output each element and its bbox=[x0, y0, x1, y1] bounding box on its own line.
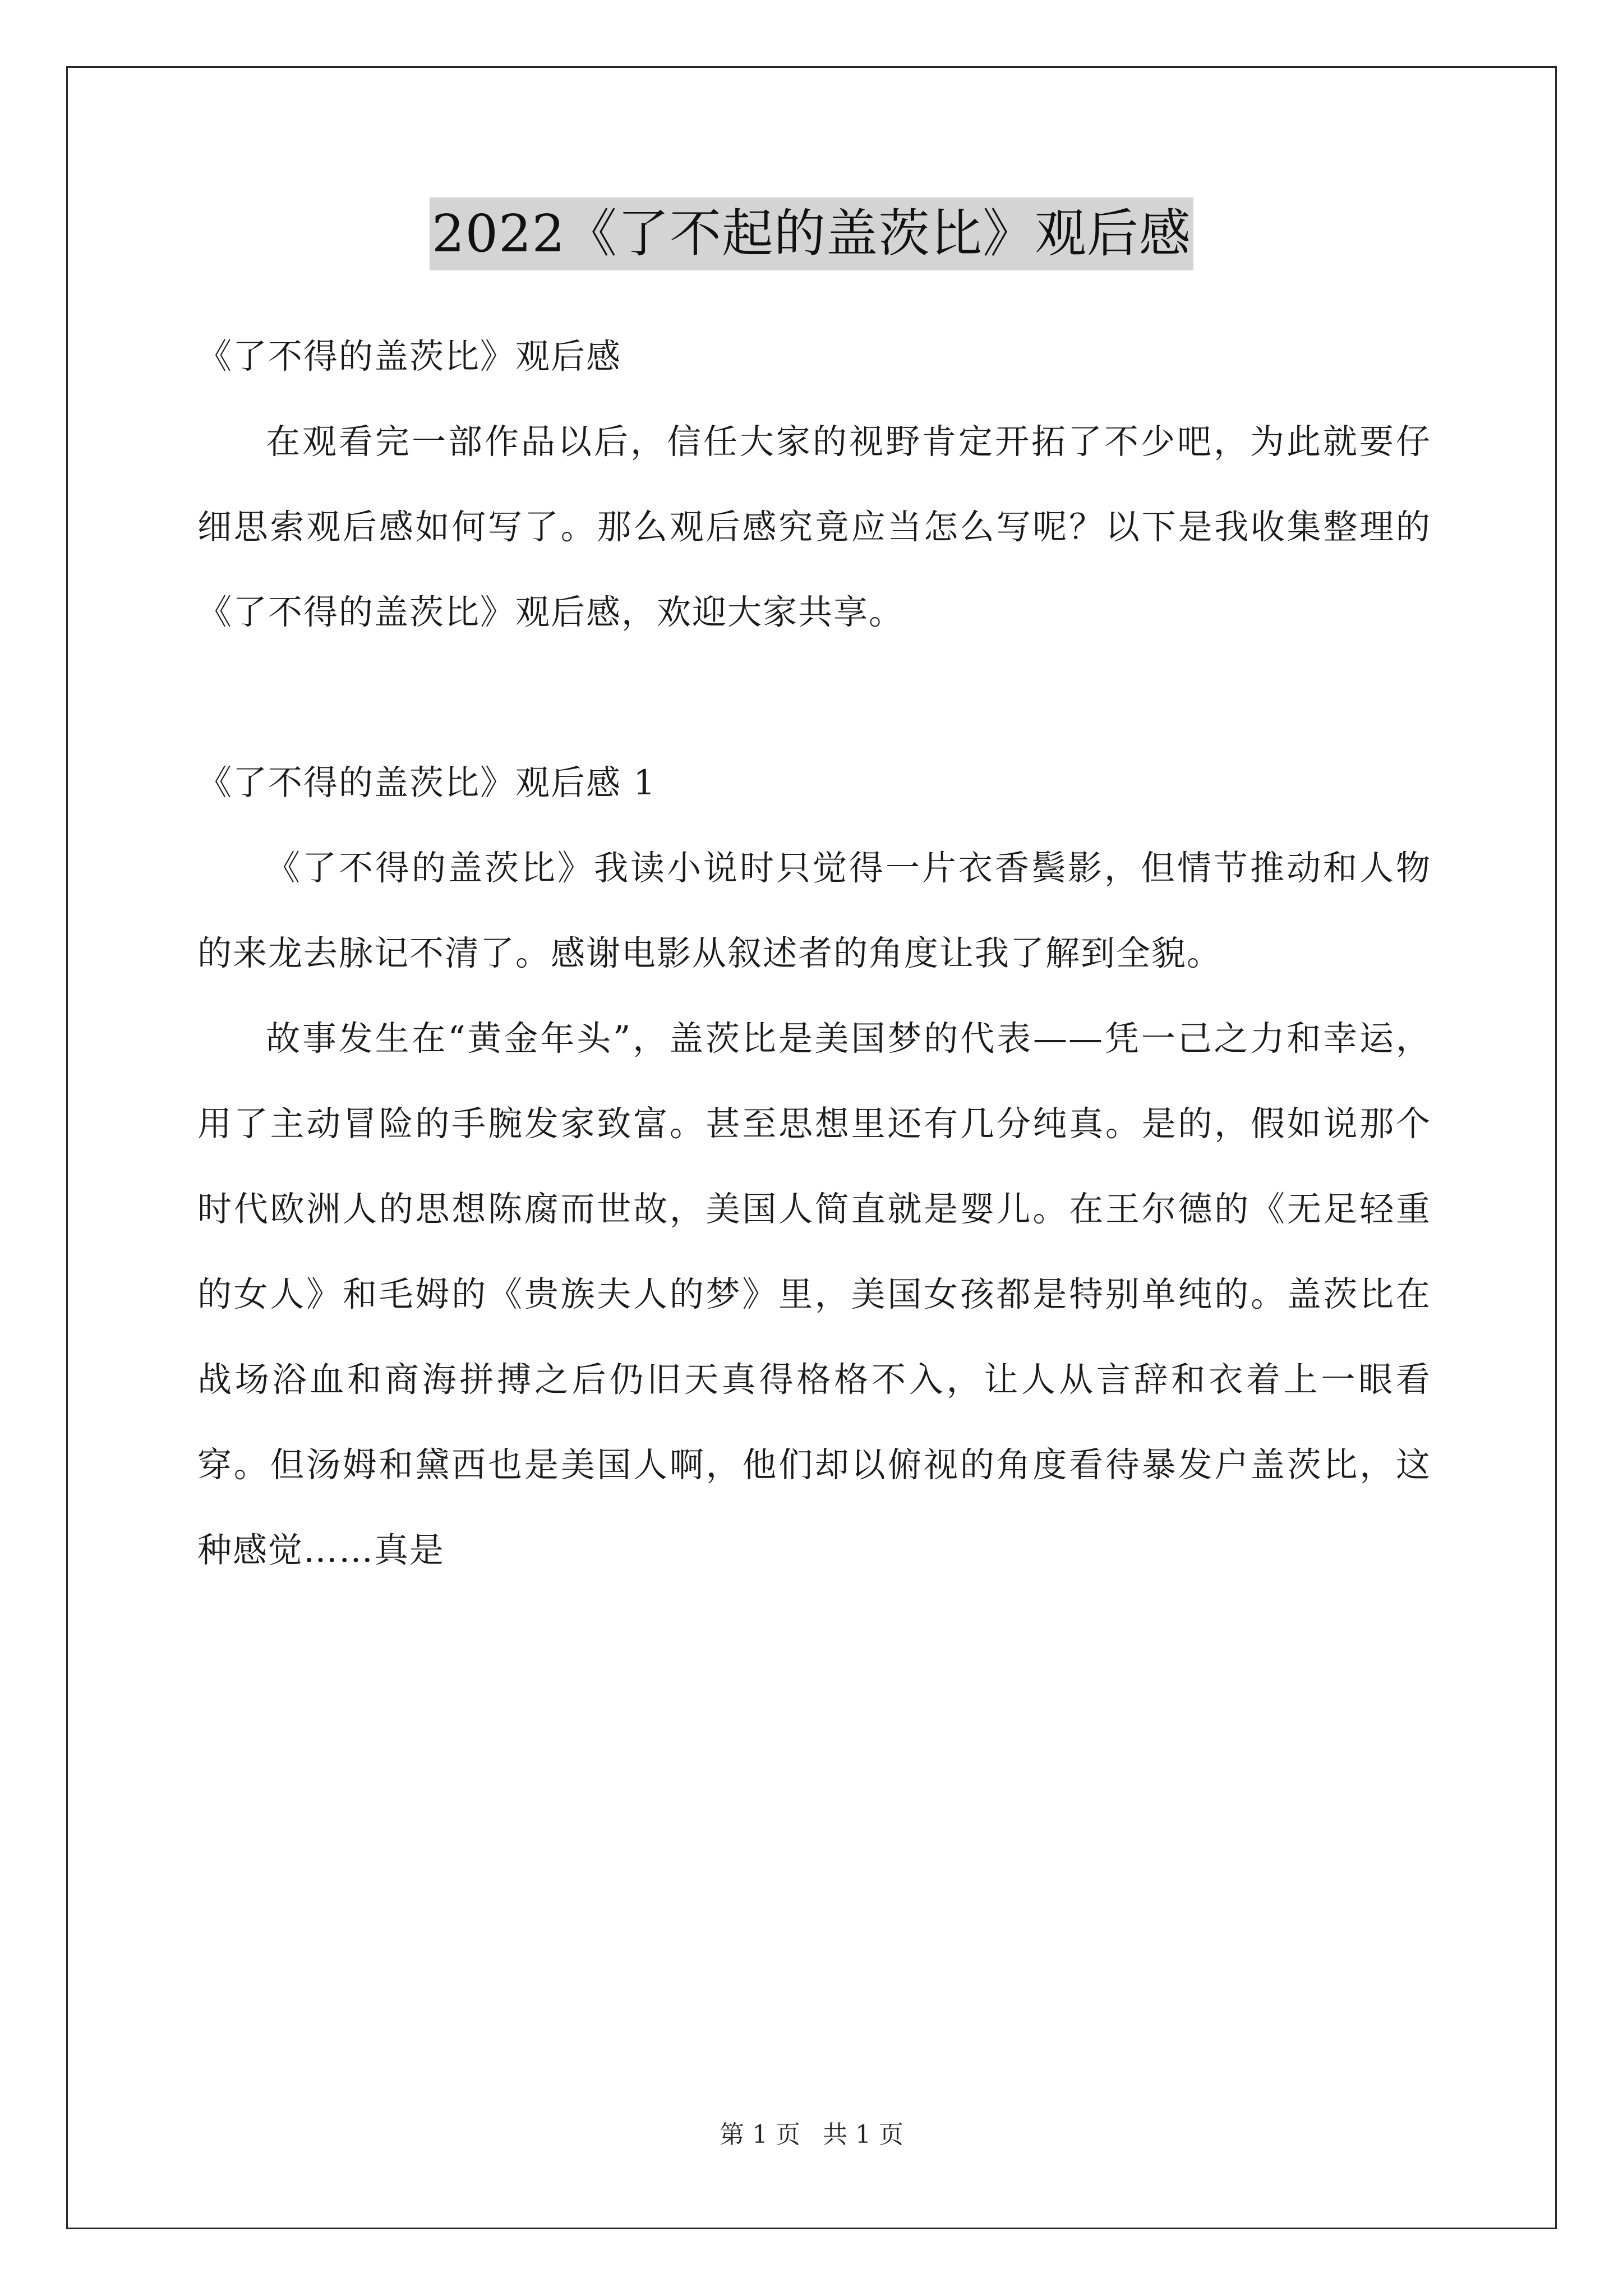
document-title: 2022《了不起的盖茨比》观后感 bbox=[430, 197, 1193, 270]
document-body bbox=[197, 314, 1431, 1593]
spacer bbox=[197, 655, 1431, 740]
intro-paragraph: 在观看完一部作品以后，信任大家的视野肯定开拓了不少吧，为此就要仔细思索观后感如何写了。那么观后感究竟应当怎么写呢？以下是我收集整理的《了不得的盖茨比》观后感，欢迎大家共享。 bbox=[197, 422, 1431, 632]
section-heading: 《了不得的盖茨比》观后感 1 bbox=[197, 763, 657, 803]
page-number: 第 1 页 bbox=[720, 2120, 800, 2149]
body-paragraph-1: 《了不得的盖茨比》我读小说时只觉得一片衣香鬓影，但情节推动和人物的来龙去脉记不清了。感谢电影从叙述者的角度让我了解到全貌。 bbox=[197, 848, 1431, 973]
title-container bbox=[0, 197, 1623, 270]
page-footer bbox=[0, 2118, 1623, 2152]
page-total: 共 1 页 bbox=[823, 2120, 903, 2149]
document-subtitle: 《了不得的盖茨比》观后感 bbox=[197, 337, 622, 376]
body-paragraph-2: 故事发生在“黄金年头”，盖茨比是美国梦的代表——凭一己之力和幸运，用了主动冒险的手腕发家致富。甚至思想里还有几分纯真。是的，假如说那个时代欧洲人的思想陈腐而世故，美国人简直就是婴儿。在王尔德的《无足轻重的女人》和毛姆的《贵族夫人的梦》里，美国女孩都是特别单纯的。盖茨比在战场浴血和商海拼搏之后仍旧天真得格格不入，让人从言辞和衣着上一眼看穿。但汤姆和黛西也是美国人啊，他们却以俯视的角度看待暴发户盖茨比，这种感觉……真是 bbox=[197, 1019, 1431, 1570]
